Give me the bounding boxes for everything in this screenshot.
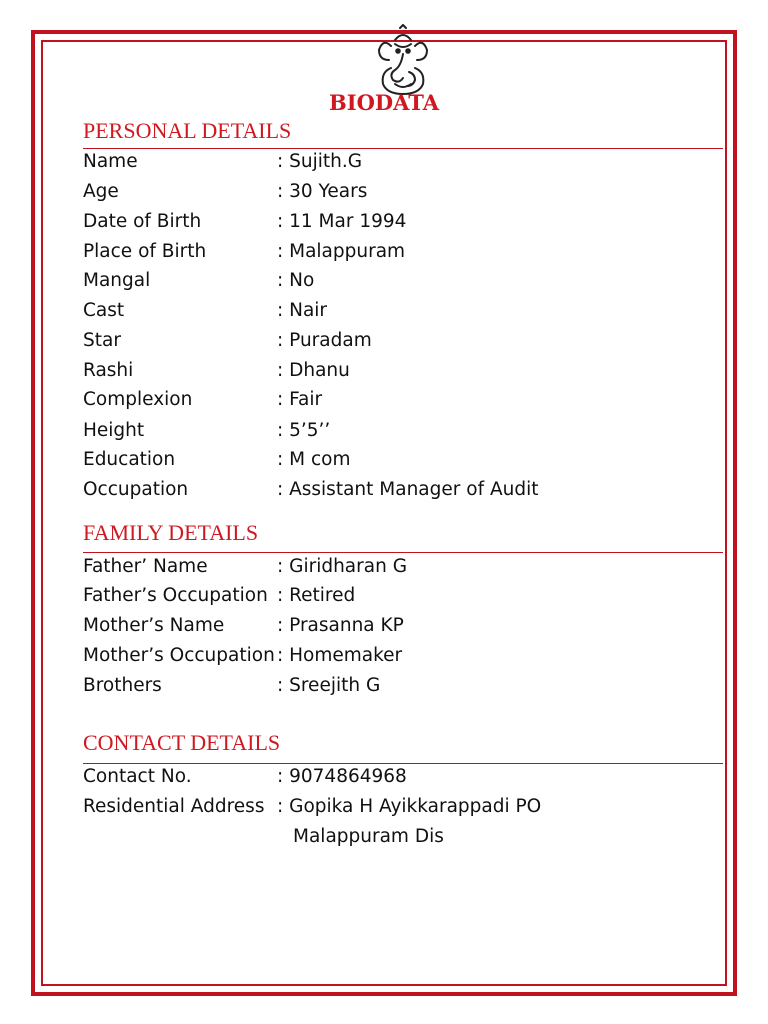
detail-value: : Malappuram — [277, 241, 406, 262]
detail-label: Complexion — [83, 389, 193, 410]
detail-value: : Puradam — [277, 330, 372, 351]
detail-label: Star — [83, 330, 121, 351]
detail-label: Mother’s Name — [83, 615, 225, 636]
detail-value: : 5’5’’ — [277, 420, 331, 441]
ganesha-icon — [371, 24, 435, 96]
detail-value: : Assistant Manager of Audit — [277, 479, 539, 500]
detail-label: Age — [83, 181, 119, 202]
detail-value: : Dhanu — [277, 360, 350, 381]
detail-label: Father’s Occupation — [83, 585, 268, 606]
document-title: BIODATA — [329, 90, 439, 115]
detail-value: : M com — [277, 449, 351, 470]
detail-value: : 11 Mar 1994 — [277, 211, 407, 232]
detail-label: Mangal — [83, 270, 151, 291]
detail-label: Education — [83, 449, 176, 470]
detail-value: : Nair — [277, 300, 328, 321]
detail-label: Place of Birth — [83, 241, 207, 262]
detail-value: : Fair — [277, 389, 323, 410]
detail-value: : Sreejith G — [277, 675, 381, 696]
detail-value: : Retired — [277, 585, 356, 606]
detail-label: Brothers — [83, 675, 162, 696]
detail-label: Name — [83, 151, 138, 172]
detail-label: Height — [83, 420, 145, 441]
personal-details-heading: PERSONAL DETAILS — [83, 118, 292, 143]
detail-label: Date of Birth — [83, 211, 202, 232]
family-details-heading: FAMILY DETAILS — [83, 520, 259, 545]
detail-label: Mother’s Occupation — [83, 645, 275, 666]
detail-label: Contact No. — [83, 766, 192, 787]
detail-value: : Homemaker — [277, 645, 403, 666]
detail-label: Cast — [83, 300, 125, 321]
detail-value: : 30 Years — [277, 181, 368, 202]
detail-value: : Gopika H Ayikkarappadi PO — [277, 796, 542, 817]
section-divider — [83, 552, 723, 553]
section-divider — [83, 148, 723, 149]
detail-label: Residential Address — [83, 796, 265, 817]
detail-value: : No — [277, 270, 315, 291]
detail-value: : Giridharan G — [277, 556, 408, 577]
detail-value: Malappuram Dis — [293, 826, 444, 847]
detail-value: : Sujith.G — [277, 151, 363, 172]
detail-value: : Prasanna KP — [277, 615, 404, 636]
detail-value: : 9074864968 — [277, 766, 407, 787]
detail-label: Rashi — [83, 360, 134, 381]
contact-details-heading: CONTACT DETAILS — [83, 730, 281, 755]
detail-label: Father’ Name — [83, 556, 208, 577]
detail-label: Occupation — [83, 479, 189, 500]
section-divider — [83, 763, 723, 764]
